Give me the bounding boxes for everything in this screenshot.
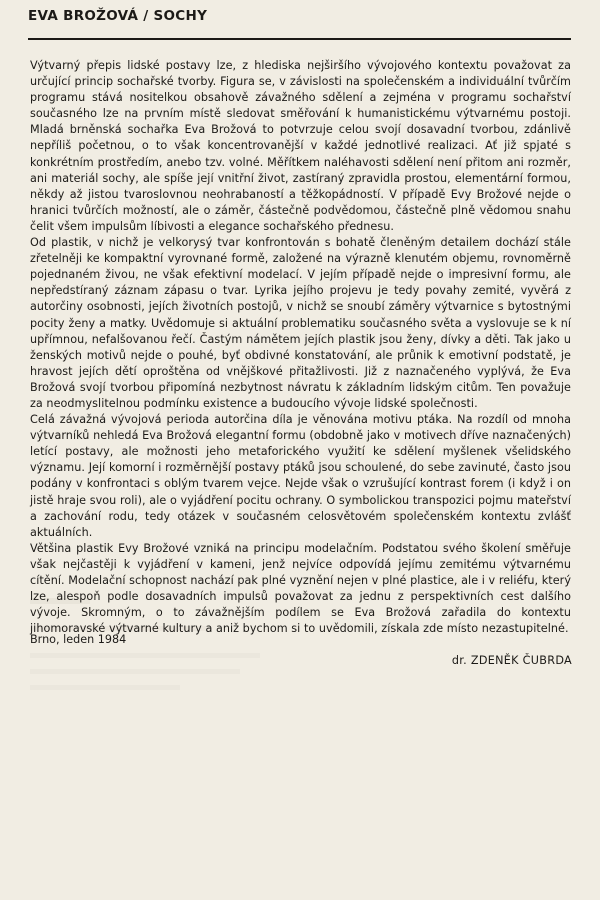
title-underline (28, 38, 571, 40)
place-and-date: Brno, leden 1984 (30, 633, 127, 646)
article-body (30, 58, 571, 637)
paragraph: Celá závažná vývojová perioda autorčina díla je věnována motivu ptáka. Na rozdíl od mnoha výtvarníků nehledá Eva Brožová elegantní formu (obdobně jako v motivech dříve naznačených) letící postavy, ale možnosti jeho metaforického využití ke sdělení myšlenek všelidského významu. Její komorní i rozměrnější postavy ptáků jsou schoulené, do sebe zavinuté, často jsou podány v konfrontaci s oblým tvarem vejce. Nejde však o vzrušující kontrast forem (i když i on jistě hraje svou roli), ale o vyjádření pocitu ochrany. O symbolickou transpozici pojmu mateřství a zachování rodu, tedy otázek v současném celosvětovém společenském kontextu zvlášť aktuálních. (30, 413, 571, 539)
page-title: EVA BROŽOVÁ / SOCHY (28, 8, 208, 24)
paragraph: Od plastik, v nichž je velkorysý tvar konfrontován s bohatě členěným detailem dochází stále zřetelněji ke kompaktní vyrovnané formě, založené na výrazně klenutém objemu, rovnoměrně pojednaném živou, ne však efektivní modelací. V jejím případě nejde o impresivní formu, ale nepředstíraný záznam zápasu o tvar. Lyrika jejího projevu je tedy povahy zemité, vyvěrá z autorčiny osobnosti, jejích životních postojů, v nichž se snoubí záměry výtvarnice s bytostnými pocity ženy a matky. Uvědomuje si aktuální problematiku současného světa a vyslovuje se k ní upřímnou, nefalšovanou řečí. Častým námětem jejích plastik jsou ženy, dívky a děti. Tak jako u ženských motivů nejde o pouhé, byť obdivné konstatování, ale průnik k emotivní podstatě, je hravost jejích dětí oproštěna od vnějškové přitažlivosti. Již z naznačeného vyplývá, že Eva Brožová svojí tvorbou připomíná nezbytnost návratu k základním lidským citům. Ten považuje za neodmyslitelnou podmínku existence a budoucího vývoje lidské společnosti. (30, 236, 571, 410)
paragraph: Většina plastik Evy Brožové vzniká na principu modelačním. Podstatou svého školení směřuje však nejčastěji k vyjádření v kameni, jenž nejvíce odpovídá jejímu zemitému výtvarnému cítění. Modelační schopnost nachází pak plné vyznění nejen v plné plastice, ale i v reliéfu, který lze, alespoň podle dosavadních impulsů považovat za jednu z perspektivních cest dalšího vývoje. Skromným, o to závažnějším podílem se Eva Brožová zařadila do kontextu jihomoravské výtvarné kultury a aniž bychom si to uvědomili, získala zde místo nezastupitelné. (30, 541, 571, 636)
author-signature: dr. ZDENĚK ČUBRDA (451, 654, 572, 667)
paragraph: Výtvarný přepis lidské postavy lze, z hlediska nejširšího vývojového kontextu považovat za určující princip sochařské tvorby. Figura se, v závislosti na společenském a individuální tvůrčím programu stává nositelkou obsahově závažného sdělení a zejména v programu sochařství současného lze na prvním místě sledovat směřování k humanistickému výtvarnému postoji. Mladá brněnská sochařka Eva Brožová to potvrzuje celou svojí dosavadní tvorbou, zdánlivě nepříliš početnou, o to však koncentrovanější v každé jednotlivé realizaci. Ať již spjaté s konkrétním prostředím, anebo tzv. volné. Měřítkem naléhavosti sdělení není přitom ani rozměr, ani materiál sochy, ale spíše její vnitřní život, zastíraný zpravidla prostou, elementární formou, někdy až jistou tvaroslovnou neohrabaností a těžkopádností. V případě Evy Brožové nejde o hranici tvůrčích možností, ale o záměr, částečně podvědomou, částečně plně vědomou snahu čelit všem impulsům líbivosti a elegance sochařského přednesu. (30, 59, 571, 233)
